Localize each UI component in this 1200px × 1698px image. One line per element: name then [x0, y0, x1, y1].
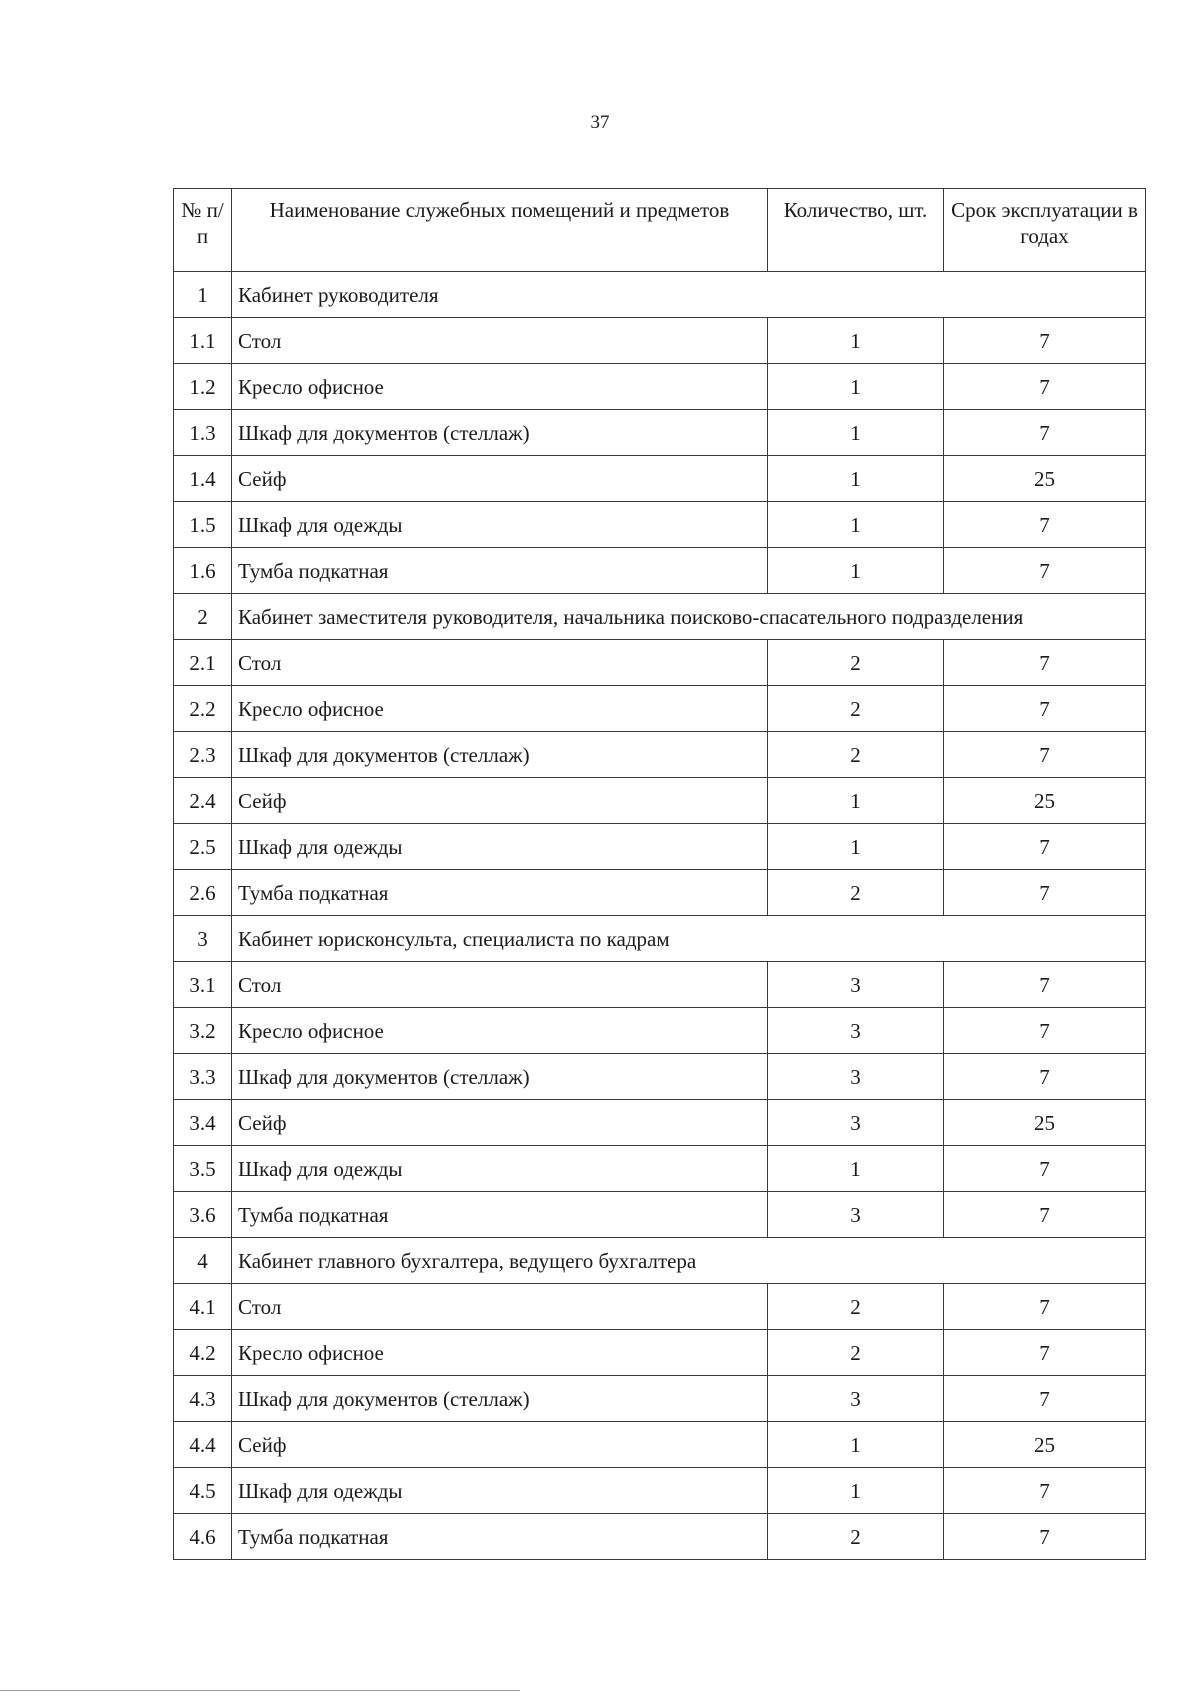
section-number: 1 — [174, 272, 232, 318]
item-number: 2.1 — [174, 640, 232, 686]
table-row — [174, 640, 1146, 686]
item-service-life: 7 — [944, 364, 1146, 410]
header-name: Наименование служебных помещений и предметов — [232, 189, 768, 272]
item-name: Тумба подкатная — [232, 870, 768, 916]
item-service-life: 7 — [944, 870, 1146, 916]
item-service-life: 25 — [944, 1422, 1146, 1468]
item-service-life: 7 — [944, 1330, 1146, 1376]
item-service-life: 7 — [944, 548, 1146, 594]
item-quantity: 1 — [768, 548, 944, 594]
furniture-table — [173, 188, 1146, 1560]
item-number: 3.6 — [174, 1192, 232, 1238]
item-service-life: 7 — [944, 318, 1146, 364]
table-row — [174, 318, 1146, 364]
table-row — [174, 1514, 1146, 1560]
section-number: 2 — [174, 594, 232, 640]
table-row — [174, 456, 1146, 502]
item-service-life: 7 — [944, 502, 1146, 548]
item-service-life: 7 — [944, 1192, 1146, 1238]
item-service-life: 7 — [944, 686, 1146, 732]
section-title: Кабинет руководителя — [232, 272, 1146, 318]
table-row — [174, 502, 1146, 548]
table-row — [174, 1100, 1146, 1146]
item-quantity: 3 — [768, 1192, 944, 1238]
item-number: 2.4 — [174, 778, 232, 824]
item-name: Шкаф для одежды — [232, 502, 768, 548]
item-number: 4.4 — [174, 1422, 232, 1468]
item-name: Кресло офисное — [232, 1008, 768, 1054]
item-quantity: 2 — [768, 640, 944, 686]
item-quantity: 1 — [768, 410, 944, 456]
item-quantity: 1 — [768, 318, 944, 364]
item-name: Кресло офисное — [232, 686, 768, 732]
item-number: 1.4 — [174, 456, 232, 502]
item-name: Шкаф для документов (стеллаж) — [232, 732, 768, 778]
table-row — [174, 1192, 1146, 1238]
item-quantity: 2 — [768, 732, 944, 778]
table-row — [174, 1376, 1146, 1422]
section-row — [174, 916, 1146, 962]
item-name: Кресло офисное — [232, 364, 768, 410]
item-name: Тумба подкатная — [232, 1192, 768, 1238]
item-quantity: 2 — [768, 1514, 944, 1560]
item-quantity: 1 — [768, 364, 944, 410]
item-number: 1.6 — [174, 548, 232, 594]
item-quantity: 2 — [768, 870, 944, 916]
table-row — [174, 824, 1146, 870]
item-quantity: 3 — [768, 1376, 944, 1422]
item-quantity: 1 — [768, 1422, 944, 1468]
item-name: Шкаф для одежды — [232, 1146, 768, 1192]
table-row — [174, 870, 1146, 916]
item-quantity: 1 — [768, 1468, 944, 1514]
header-num: № п/п — [174, 189, 232, 272]
section-row — [174, 1238, 1146, 1284]
section-title: Кабинет главного бухгалтера, ведущего бухгалтера — [232, 1238, 1146, 1284]
item-name: Тумба подкатная — [232, 1514, 768, 1560]
item-service-life: 7 — [944, 1468, 1146, 1514]
table-row — [174, 962, 1146, 1008]
item-service-life: 7 — [944, 1514, 1146, 1560]
item-name: Сейф — [232, 778, 768, 824]
section-row — [174, 272, 1146, 318]
item-number: 2.6 — [174, 870, 232, 916]
item-name: Тумба подкатная — [232, 548, 768, 594]
item-quantity: 1 — [768, 1146, 944, 1192]
item-quantity: 3 — [768, 1054, 944, 1100]
section-title: Кабинет заместителя руководителя, начальника поисково-спасательного подразделения — [232, 594, 1146, 640]
item-service-life: 7 — [944, 732, 1146, 778]
item-quantity: 1 — [768, 778, 944, 824]
item-name: Стол — [232, 318, 768, 364]
table-row — [174, 1146, 1146, 1192]
item-name: Стол — [232, 962, 768, 1008]
item-service-life: 7 — [944, 410, 1146, 456]
item-quantity: 3 — [768, 1100, 944, 1146]
item-name: Шкаф для одежды — [232, 824, 768, 870]
item-quantity: 1 — [768, 824, 944, 870]
table-header — [174, 189, 1146, 272]
item-quantity: 1 — [768, 456, 944, 502]
bottom-divider — [0, 1690, 520, 1691]
table-row — [174, 1054, 1146, 1100]
item-number: 3.2 — [174, 1008, 232, 1054]
item-name: Стол — [232, 640, 768, 686]
item-number: 2.3 — [174, 732, 232, 778]
item-number: 1.3 — [174, 410, 232, 456]
table-row — [174, 732, 1146, 778]
item-name: Шкаф для документов (стеллаж) — [232, 1054, 768, 1100]
table-row — [174, 1468, 1146, 1514]
table-row — [174, 686, 1146, 732]
item-service-life: 25 — [944, 778, 1146, 824]
table-row — [174, 1422, 1146, 1468]
item-service-life: 7 — [944, 1376, 1146, 1422]
item-name: Сейф — [232, 1100, 768, 1146]
item-service-life: 7 — [944, 1008, 1146, 1054]
table-row — [174, 1330, 1146, 1376]
section-title: Кабинет юрисконсульта, специалиста по кадрам — [232, 916, 1146, 962]
table-row — [174, 1008, 1146, 1054]
item-quantity: 2 — [768, 1330, 944, 1376]
item-service-life: 7 — [944, 824, 1146, 870]
header-qty: Количество, шт. — [768, 189, 944, 272]
item-service-life: 7 — [944, 1054, 1146, 1100]
item-name: Кресло офисное — [232, 1330, 768, 1376]
item-name: Стол — [232, 1284, 768, 1330]
item-number: 2.5 — [174, 824, 232, 870]
item-service-life: 7 — [944, 1146, 1146, 1192]
table-row — [174, 778, 1146, 824]
item-number: 1.2 — [174, 364, 232, 410]
item-quantity: 1 — [768, 502, 944, 548]
table-body — [174, 272, 1146, 1560]
item-number: 4.2 — [174, 1330, 232, 1376]
item-name: Шкаф для одежды — [232, 1468, 768, 1514]
item-quantity: 2 — [768, 686, 944, 732]
section-number: 3 — [174, 916, 232, 962]
item-service-life: 25 — [944, 456, 1146, 502]
table-row — [174, 548, 1146, 594]
section-number: 4 — [174, 1238, 232, 1284]
item-number: 3.5 — [174, 1146, 232, 1192]
item-name: Сейф — [232, 456, 768, 502]
item-service-life: 7 — [944, 962, 1146, 1008]
item-number: 3.3 — [174, 1054, 232, 1100]
table-row — [174, 364, 1146, 410]
item-name: Шкаф для документов (стеллаж) — [232, 1376, 768, 1422]
item-number: 3.4 — [174, 1100, 232, 1146]
item-quantity: 2 — [768, 1284, 944, 1330]
item-service-life: 7 — [944, 640, 1146, 686]
item-number: 4.6 — [174, 1514, 232, 1560]
item-number: 4.1 — [174, 1284, 232, 1330]
item-name: Сейф — [232, 1422, 768, 1468]
page-number: 37 — [590, 112, 610, 133]
item-number: 3.1 — [174, 962, 232, 1008]
item-service-life: 25 — [944, 1100, 1146, 1146]
item-name: Шкаф для документов (стеллаж) — [232, 410, 768, 456]
item-number: 1.1 — [174, 318, 232, 364]
header-life: Срок эксплуатации в годах — [944, 189, 1146, 272]
item-service-life: 7 — [944, 1284, 1146, 1330]
item-quantity: 3 — [768, 1008, 944, 1054]
item-number: 4.3 — [174, 1376, 232, 1422]
table-row — [174, 410, 1146, 456]
item-number: 2.2 — [174, 686, 232, 732]
section-row — [174, 594, 1146, 640]
table-row — [174, 1284, 1146, 1330]
item-quantity: 3 — [768, 962, 944, 1008]
item-number: 1.5 — [174, 502, 232, 548]
item-number: 4.5 — [174, 1468, 232, 1514]
